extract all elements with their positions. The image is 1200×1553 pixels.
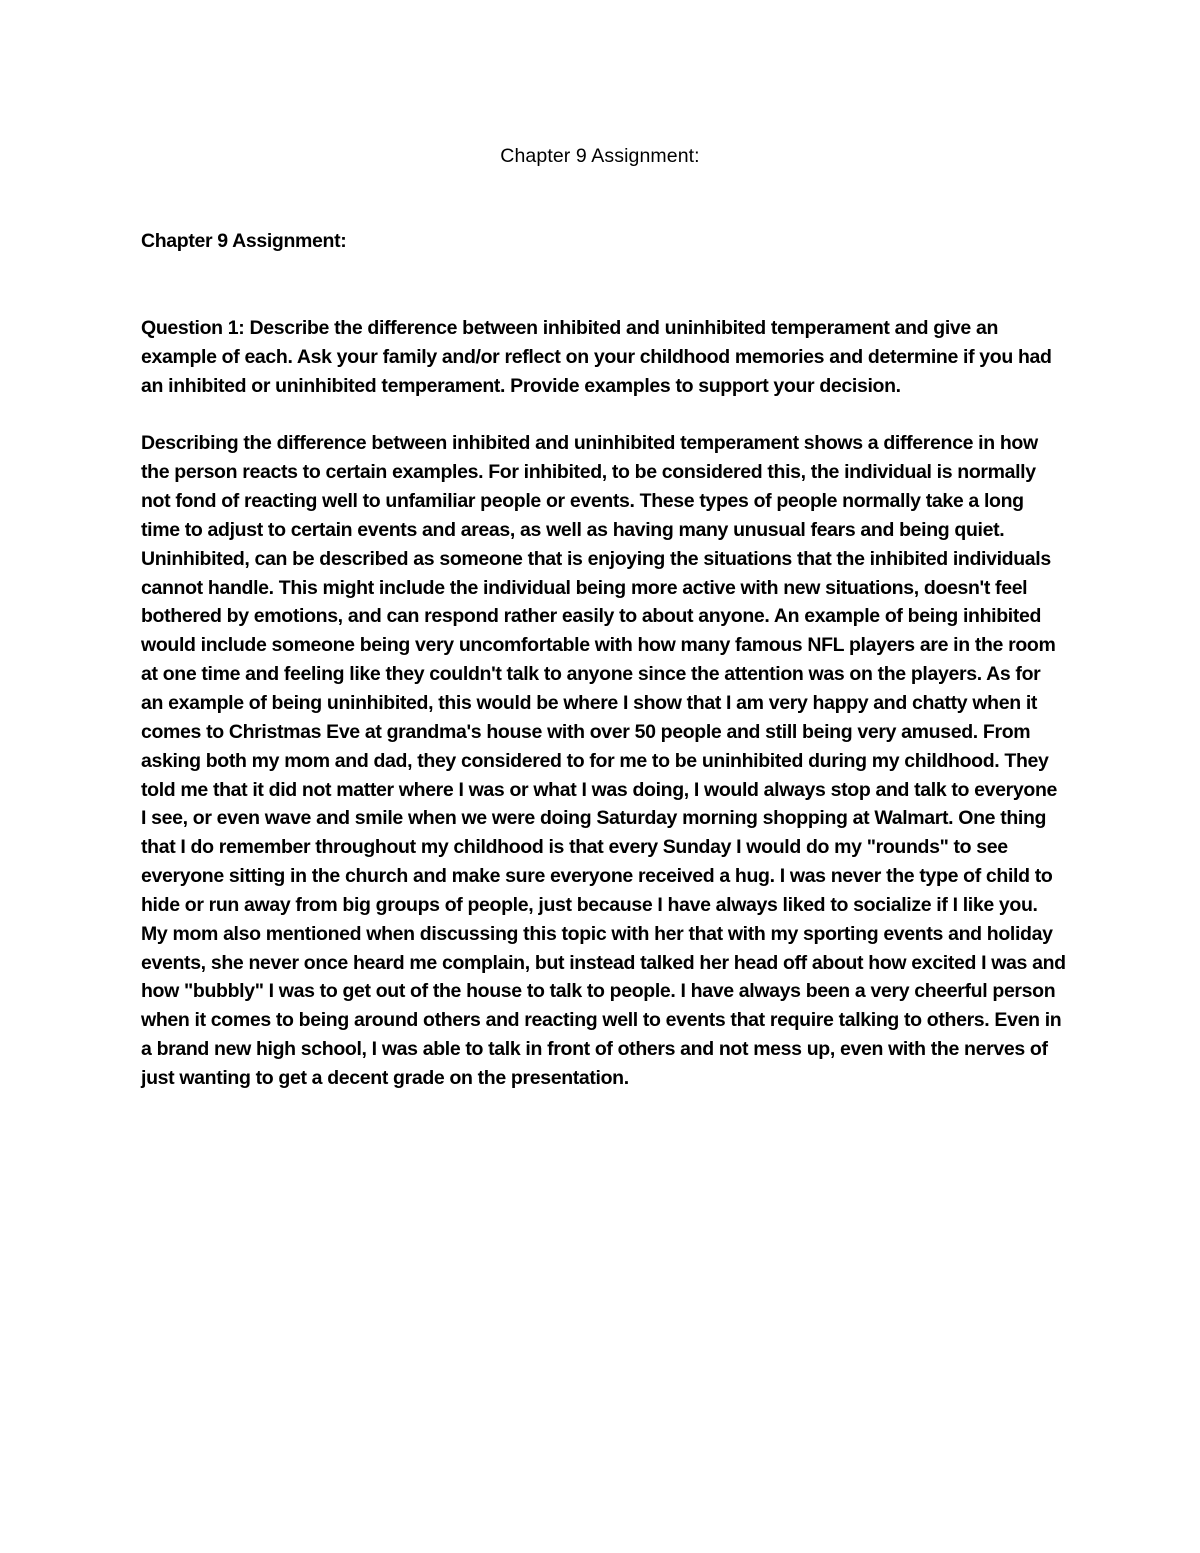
document-heading: Chapter 9 Assignment:: [141, 230, 347, 252]
answer-paragraph: Describing the difference between inhibited and uninhibited temperament shows a difference in how the person reacts to certain examples. For inhibited, to be considered this, the individual is normally not fond of reacting well to unfamiliar people or events. These types of people normally take a long time to adjust to certain events and areas, as well as having many unusual fears and being quiet. Uninhibited, can be described as someone that is enjoying the situations that the inhibited individuals cannot handle. This might include the individual being more active with new situations, doesn't feel bothered by emotions, and can respond rather easily to about anyone. An example of being inhibited would include someone being very uncomfortable with how many famous NFL players are in the room at one time and feeling like they couldn't talk to anyone since the attention was on the players. As for an example of being uninhibited, this would be where I show that I am very happy and chatty when it comes to Christmas Eve at grandma's house with over 50 people and still being very amused. From asking both my mom and dad, they considered to for me to be uninhibited during my childhood. They told me that it did not matter where I was or what I was doing, I would always stop and talk to everyone I see, or even wave and smile when we were doing Saturday morning shopping at Walmart. One thing that I do remember throughout my childhood is that every Sunday I would do my "rounds" to see everyone sitting in the church and make sure everyone received a hug. I was never the type of child to hide or run away from big groups of people, just because I have always liked to socialize if I like you. My mom also mentioned when discussing this topic with her that with my sporting events and holiday events, she never once heard me complain, but instead talked her head off about how excited I was and how "bubbly" I was to get out of the house to talk to people. I have always been a very cheerful person when it comes to being around others and reacting well to events that require talking to others. Even in a brand new high school, I was able to talk in front of others and not mess up, even with the nerves of just wanting to get a decent grade on the presentation.: [141, 432, 1066, 1089]
page-header-title: Chapter 9 Assignment:: [500, 145, 700, 167]
document-body: [141, 227, 1066, 1093]
question-paragraph: Question 1: Describe the difference between inhibited and uninhibited temperament and give an example of each. Ask your family and/or reflect on your childhood memories and determine if you had an inhibited or uninhibited temperament. Provide examples to support your decision.: [141, 316, 1052, 397]
